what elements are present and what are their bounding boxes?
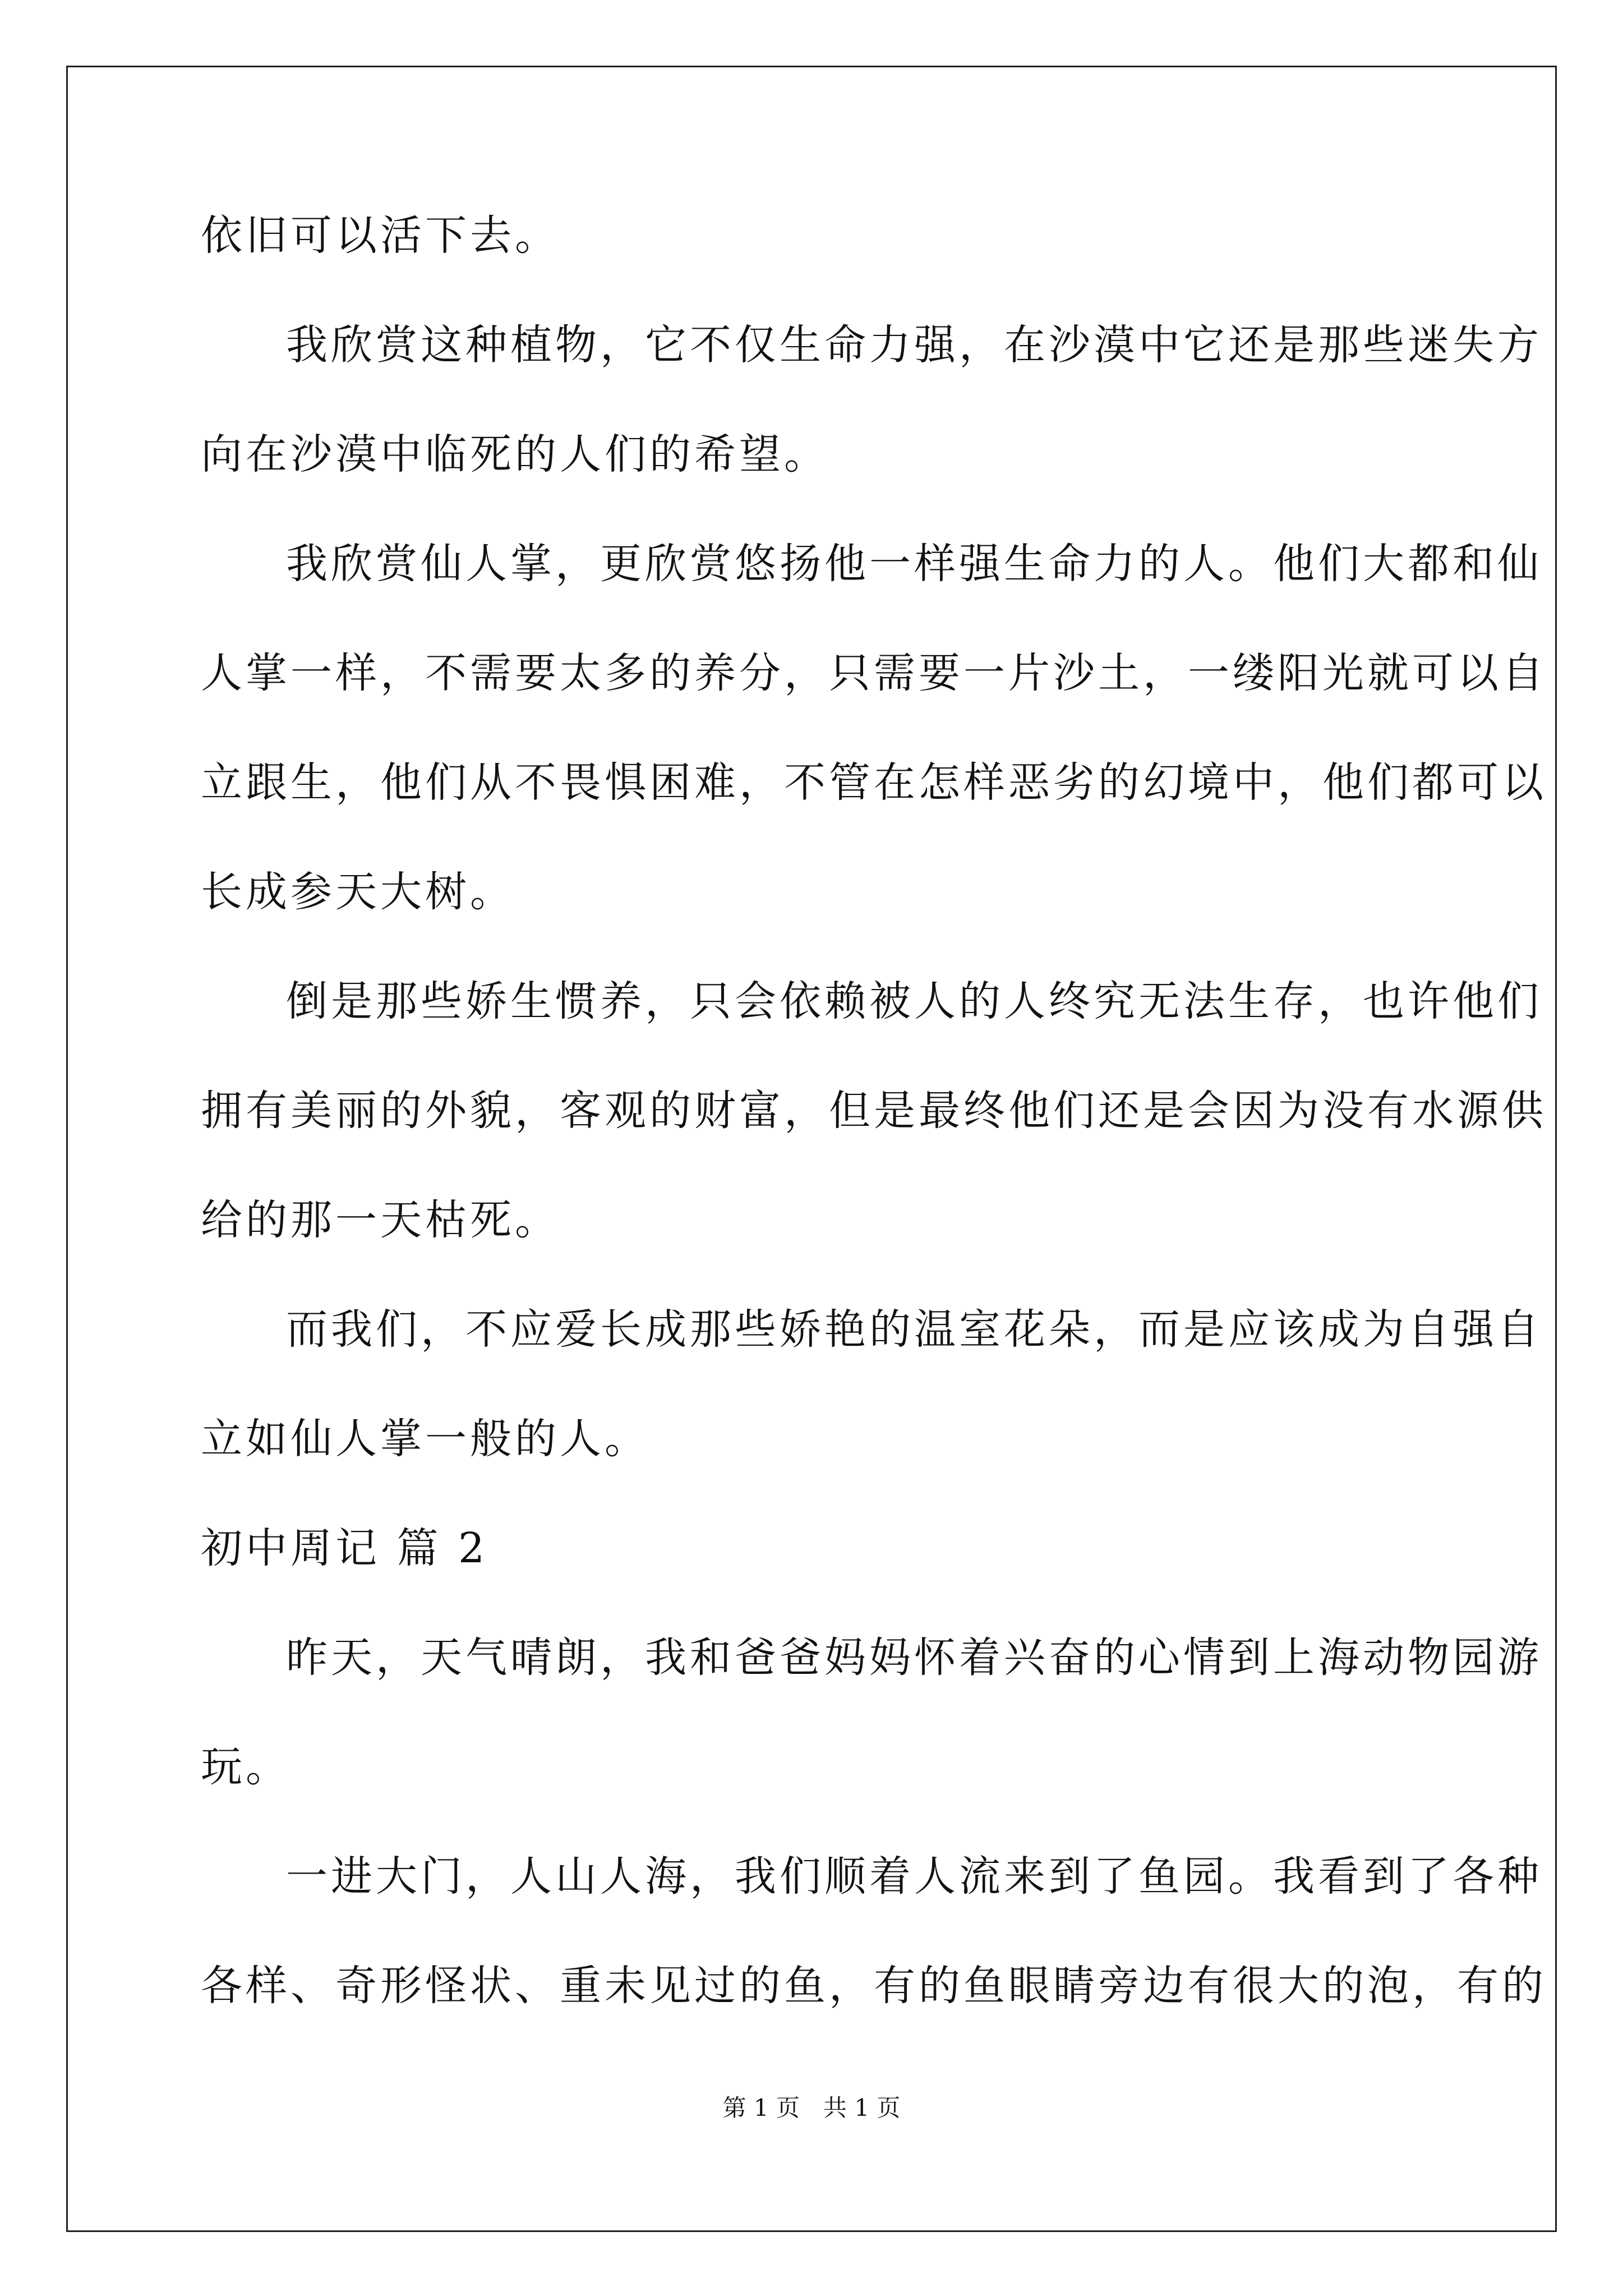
text-line: 立如仙人掌一般的人。 [201,1415,649,1463]
text-line: 一进大门，人山人海，我们顺着人流来到了鱼园。我看到了各种 [286,1852,1542,1901]
text-line: 昨天，天气晴朗，我和爸爸妈妈怀着兴奋的心情到上海动物园游 [286,1634,1542,1682]
text-line: 立跟生，他们从不畏惧困难，不管在怎样恶劣的幻境中，他们都可以 [201,758,1547,807]
text-line: 我欣赏这种植物，它不仅生命力强，在沙漠中它还是那些迷失方 [286,321,1542,369]
text-line: 我欣赏仙人掌，更欣赏悠扬他一样强生命力的人。他们大都和仙 [286,540,1542,588]
text-line: 长成参天大树。 [201,868,515,916]
text-line: 给的那一天枯死。 [201,1196,560,1244]
text-line: 而我们，不应爱长成那些娇艳的温室花朵，而是应该成为自强自 [286,1305,1542,1354]
text-line: 倒是那些娇生惯养，只会依赖被人的人终究无法生存，也许他们 [286,977,1542,1025]
text-line: 玩。 [201,1743,291,1791]
text-line: 各样、奇形怪状、重未见过的鱼，有的鱼眼睛旁边有很大的泡，有的 [201,1962,1547,2010]
text-line: 人掌一样，不需要太多的养分，只需要一片沙土，一缕阳光就可以自 [201,649,1547,697]
page-border [66,66,1557,2232]
section-heading: 初中周记 篇 2 [201,1524,488,1572]
text-line: 依旧可以活下去。 [201,211,560,260]
text-line: 拥有美丽的外貌，客观的财富，但是最终他们还是会因为没有水源供 [201,1087,1547,1135]
text-line: 向在沙漠中临死的人们的希望。 [201,430,829,478]
page-number-footer: 第 1 页 共 1 页 [722,2094,901,2122]
